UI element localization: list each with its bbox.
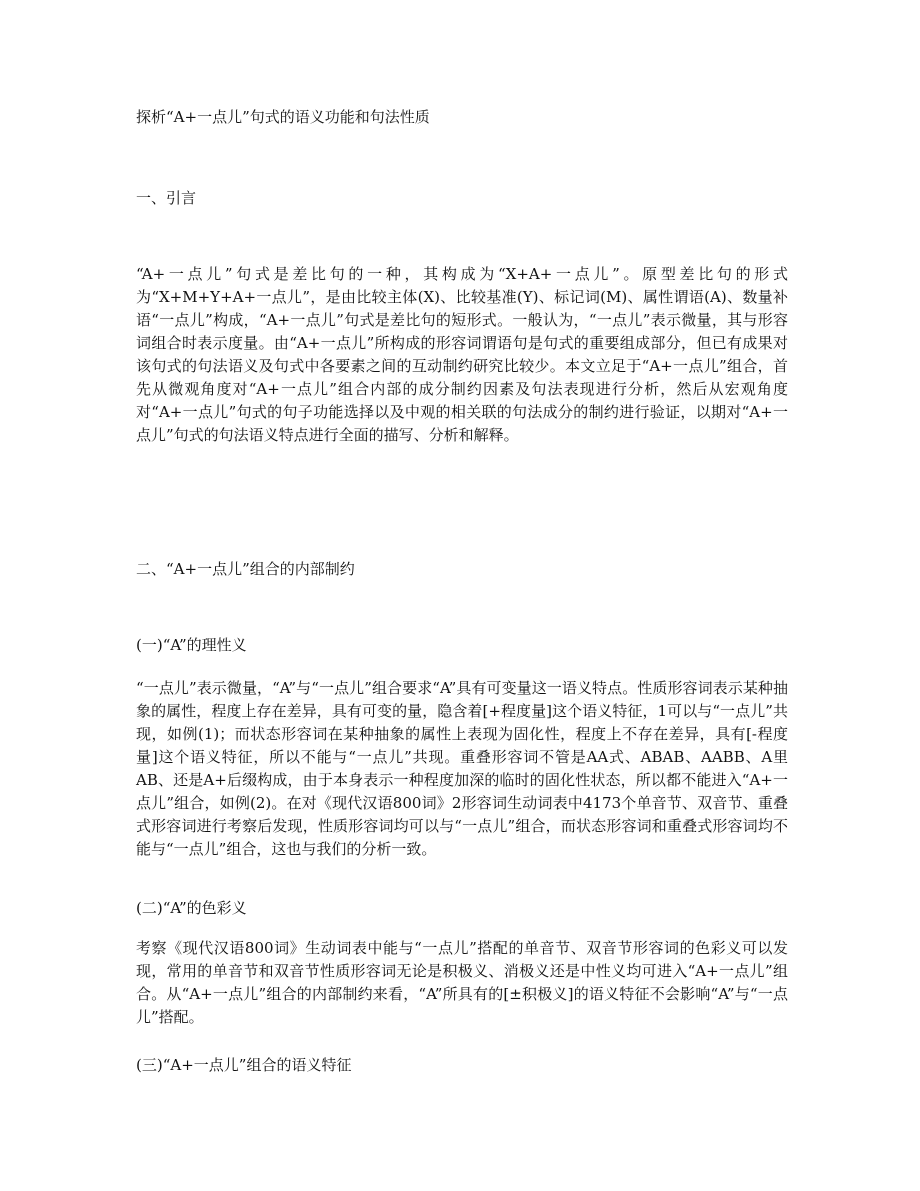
subsection-2-paragraph: 考察《现代汉语800词》生动词表中能与“一点儿”搭配的单音节、双音节形容词的色彩义可以发现，常用的单音节和双音节性质形容词无论是积极义、消极义还是中性义均可进入“A+一点儿”组合。从“A+一点儿”组合的内部制约来看，“A”所具有的[±积极义]的语义特征不会影响“A”与“一点儿”搭配。 [136, 939, 788, 1026]
subsection-3-heading: (三)“A+一点儿”组合的语义特征 [136, 1056, 352, 1074]
section-2-heading: 二、“A+一点儿”组合的内部制约 [136, 560, 355, 578]
subsection-2-heading: (二)“A”的色彩义 [136, 899, 247, 917]
section-1-paragraph: “A+一点儿”句式是差比句的一种，其构成为“X+A+一点儿”。原型差比句的形式为“X+M+Y+A+一点儿”，是由比较主体(X)、比较基准(Y)、标记词(M)、属性谓语(A)、数量补语“一点儿”构成，“A+一点儿”句式是差比句的短形式。一般认为，“一点儿”表示微量，其与形容词组合时表示度量。由“A+一点儿”所构成的形容词谓语句是句式的重要组成部分，但已有成果对该句式的句法语义及句式中各要素之间的互动制约研究比较少。本文立足于“A+一点儿”组合，首先从微观角度对“A+一点儿”组合内部的成分制约因素及句法表现进行分析，然后从宏观角度对“A+一点儿”句式的句子功能选择以及中观的相关联的句法成分的制约进行验证，以期对“A+一点儿”句式的句法语义特点进行全面的描写、分析和解释。 [136, 265, 788, 444]
section-1-heading: 一、引言 [136, 189, 197, 207]
subsection-1-heading: (一)“A”的理性义 [136, 636, 247, 654]
document-title: 探析“A+一点儿”句式的语义功能和句法性质 [136, 108, 430, 126]
subsection-1-paragraph: “一点儿”表示微量，“A”与“一点儿”组合要求“A”具有可变量这一语义特点。性质形容词表示某种抽象的属性，程度上存在差异，具有可变的量，隐含着[+程度量]这个语义特征，1可以与“一点儿”共现，如例(1)；而状态形容词在某种抽象的属性上表现为固化性，程度上不存在差异，具有[-程度量]这个语义特征，所以不能与“一点儿”共现。重叠形容词不管是AA式、ABAB、AABB、A里AB、还是A+后缀构成，由于本身表示一种程度加深的临时的固化性状态，所以都不能进入“A+一点儿”组合，如例(2)。在对《现代汉语800词》2形容词生动词表中4173个单音节、双音节、重叠式形容词进行考察后发现，性质形容词均可以与“一点儿”组合，而状态形容词和重叠式形容词均不能与“一点儿”组合，这也与我们的分析一致。 [136, 679, 788, 858]
